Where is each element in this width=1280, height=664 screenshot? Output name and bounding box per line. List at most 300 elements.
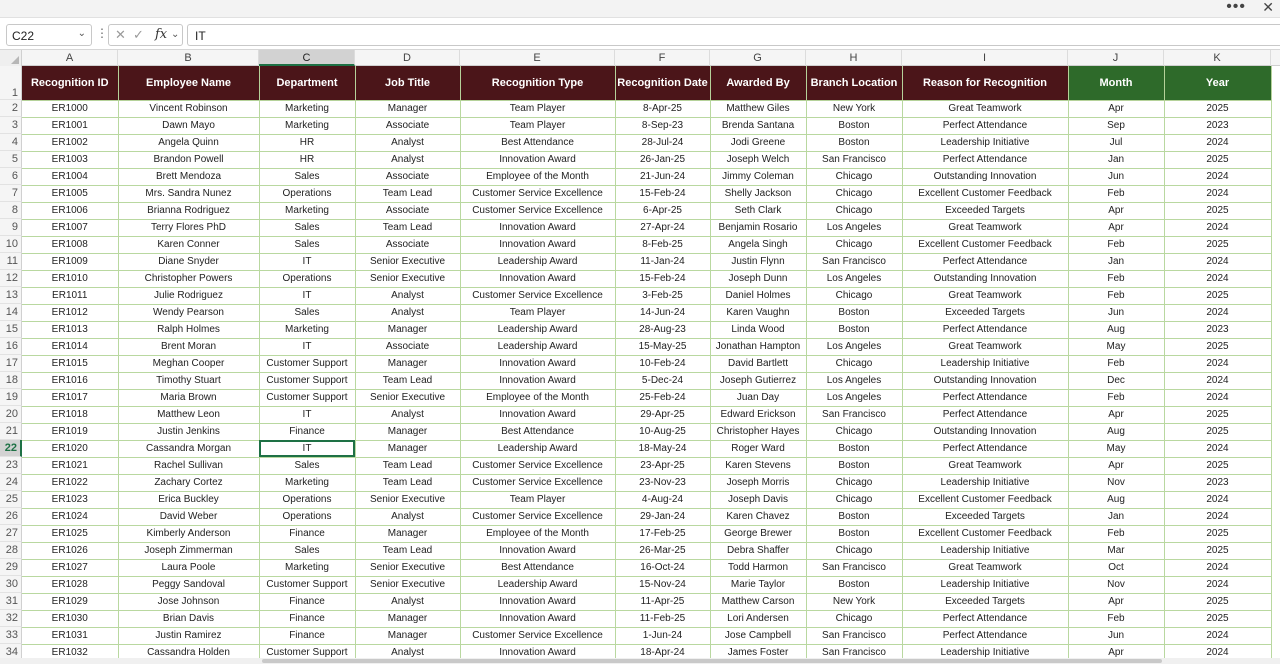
table-cell[interactable]: Manager bbox=[355, 627, 460, 644]
table-cell[interactable]: Senior Executive bbox=[355, 576, 460, 593]
table-cell[interactable]: Exceeded Targets bbox=[902, 202, 1068, 219]
column-header-k[interactable]: K bbox=[1164, 50, 1271, 66]
table-cell[interactable]: Apr bbox=[1068, 644, 1164, 661]
table-cell[interactable]: 2023 bbox=[1164, 474, 1271, 491]
table-cell[interactable]: Daniel Holmes bbox=[710, 287, 806, 304]
table-cell[interactable]: Brenda Santana bbox=[710, 117, 806, 134]
table-cell[interactable]: Team Player bbox=[460, 117, 615, 134]
table-cell[interactable]: Feb bbox=[1068, 610, 1164, 627]
table-cell[interactable]: Karen Stevens bbox=[710, 457, 806, 474]
table-cell[interactable]: Jimmy Coleman bbox=[710, 168, 806, 185]
table-cell[interactable]: Todd Harmon bbox=[710, 559, 806, 576]
table-cell[interactable]: Christopher Hayes bbox=[710, 423, 806, 440]
table-cell[interactable]: 1-Jun-24 bbox=[615, 627, 710, 644]
table-cell[interactable]: San Francisco bbox=[806, 253, 902, 270]
column-header-h[interactable]: H bbox=[806, 50, 902, 66]
table-cell[interactable]: 18-May-24 bbox=[615, 440, 710, 457]
table-cell[interactable]: Outstanding Innovation bbox=[902, 423, 1068, 440]
table-cell[interactable]: 3-Feb-25 bbox=[615, 287, 710, 304]
table-cell[interactable]: Boston bbox=[806, 576, 902, 593]
table-cell[interactable]: Innovation Award bbox=[460, 542, 615, 559]
table-cell[interactable]: Oct bbox=[1068, 559, 1164, 576]
table-cell[interactable]: Great Teamwork bbox=[902, 219, 1068, 236]
table-cell[interactable]: Manager bbox=[355, 321, 460, 338]
table-cell[interactable]: 2025 bbox=[1164, 525, 1271, 542]
table-cell[interactable]: Employee of the Month bbox=[460, 525, 615, 542]
table-cell[interactable]: Brent Moran bbox=[118, 338, 259, 355]
table-cell[interactable]: Boston bbox=[806, 440, 902, 457]
table-cell[interactable]: George Brewer bbox=[710, 525, 806, 542]
table-cell[interactable]: 2024 bbox=[1164, 219, 1271, 236]
table-cell[interactable]: Manager bbox=[355, 610, 460, 627]
row-header[interactable]: 34 bbox=[0, 644, 22, 661]
table-cell[interactable]: ER1019 bbox=[22, 423, 118, 440]
table-cell[interactable]: ER1027 bbox=[22, 559, 118, 576]
scrollbar-thumb[interactable] bbox=[262, 659, 1162, 663]
row-header[interactable]: 30 bbox=[0, 576, 22, 593]
table-cell[interactable]: Team Lead bbox=[355, 185, 460, 202]
table-cell[interactable]: 2024 bbox=[1164, 134, 1271, 151]
table-cell[interactable]: Finance bbox=[259, 423, 355, 440]
column-header-i[interactable]: I bbox=[902, 50, 1068, 66]
table-cell[interactable]: Zachary Cortez bbox=[118, 474, 259, 491]
header-cell[interactable]: Year bbox=[1164, 66, 1271, 100]
table-cell[interactable]: ER1008 bbox=[22, 236, 118, 253]
table-cell[interactable]: Perfect Attendance bbox=[902, 627, 1068, 644]
row-header[interactable]: 4 bbox=[0, 134, 22, 151]
table-cell[interactable]: Los Angeles bbox=[806, 372, 902, 389]
column-header-b[interactable]: B bbox=[118, 50, 259, 66]
table-cell[interactable]: Marketing bbox=[259, 559, 355, 576]
table-cell[interactable]: 2024 bbox=[1164, 270, 1271, 287]
table-cell[interactable]: ER1000 bbox=[22, 100, 118, 117]
row-header[interactable]: 25 bbox=[0, 491, 22, 508]
table-cell[interactable]: Analyst bbox=[355, 593, 460, 610]
table-cell[interactable]: Operations bbox=[259, 185, 355, 202]
table-cell[interactable]: Rachel Sullivan bbox=[118, 457, 259, 474]
table-cell[interactable]: New York bbox=[806, 593, 902, 610]
table-cell[interactable]: Customer Support bbox=[259, 644, 355, 661]
table-cell[interactable]: Team Lead bbox=[355, 542, 460, 559]
table-cell[interactable]: 2025 bbox=[1164, 287, 1271, 304]
table-cell[interactable]: 2024 bbox=[1164, 627, 1271, 644]
table-cell[interactable]: 28-Jul-24 bbox=[615, 134, 710, 151]
row-header[interactable]: 20 bbox=[0, 406, 22, 423]
table-cell[interactable]: ER1028 bbox=[22, 576, 118, 593]
table-cell[interactable]: ER1031 bbox=[22, 627, 118, 644]
table-cell[interactable]: IT bbox=[259, 440, 355, 457]
table-cell[interactable]: Team Lead bbox=[355, 457, 460, 474]
table-cell[interactable]: Leadership Award bbox=[460, 338, 615, 355]
table-cell[interactable]: Feb bbox=[1068, 287, 1164, 304]
table-cell[interactable]: Outstanding Innovation bbox=[902, 270, 1068, 287]
row-header[interactable]: 14 bbox=[0, 304, 22, 321]
table-cell[interactable]: HR bbox=[259, 151, 355, 168]
table-cell[interactable]: Joseph Morris bbox=[710, 474, 806, 491]
header-cell[interactable]: Recognition Date bbox=[615, 66, 710, 100]
table-cell[interactable]: 8-Feb-25 bbox=[615, 236, 710, 253]
row-header[interactable]: 10 bbox=[0, 236, 22, 253]
table-cell[interactable]: Boston bbox=[806, 134, 902, 151]
table-cell[interactable]: Senior Executive bbox=[355, 270, 460, 287]
table-cell[interactable]: David Weber bbox=[118, 508, 259, 525]
row-header[interactable]: 8 bbox=[0, 202, 22, 219]
table-cell[interactable]: HR bbox=[259, 134, 355, 151]
row-header[interactable]: 33 bbox=[0, 627, 22, 644]
table-cell[interactable]: Excellent Customer Feedback bbox=[902, 185, 1068, 202]
table-cell[interactable]: Jun bbox=[1068, 304, 1164, 321]
table-cell[interactable]: Best Attendance bbox=[460, 423, 615, 440]
header-cell[interactable]: Reason for Recognition bbox=[902, 66, 1068, 100]
table-cell[interactable]: 11-Apr-25 bbox=[615, 593, 710, 610]
table-cell[interactable]: Innovation Award bbox=[460, 406, 615, 423]
table-cell[interactable]: 29-Apr-25 bbox=[615, 406, 710, 423]
table-cell[interactable]: Analyst bbox=[355, 134, 460, 151]
table-cell[interactable]: 15-Feb-24 bbox=[615, 270, 710, 287]
table-cell[interactable]: 2025 bbox=[1164, 100, 1271, 117]
table-cell[interactable]: Boston bbox=[806, 321, 902, 338]
table-cell[interactable]: Karen Vaughn bbox=[710, 304, 806, 321]
table-cell[interactable]: Manager bbox=[355, 423, 460, 440]
row-header[interactable]: 13 bbox=[0, 287, 22, 304]
table-cell[interactable]: Innovation Award bbox=[460, 644, 615, 661]
table-cell[interactable]: Manager bbox=[355, 525, 460, 542]
table-cell[interactable]: Maria Brown bbox=[118, 389, 259, 406]
table-cell[interactable]: David Bartlett bbox=[710, 355, 806, 372]
table-cell[interactable]: 11-Jan-24 bbox=[615, 253, 710, 270]
table-cell[interactable]: Associate bbox=[355, 117, 460, 134]
header-cell[interactable]: Job Title bbox=[355, 66, 460, 100]
table-cell[interactable]: Leadership Initiative bbox=[902, 644, 1068, 661]
row-header[interactable]: 19 bbox=[0, 389, 22, 406]
row-header[interactable]: 22 bbox=[0, 440, 22, 457]
table-cell[interactable]: Los Angeles bbox=[806, 338, 902, 355]
table-cell[interactable]: Analyst bbox=[355, 644, 460, 661]
table-cell[interactable]: Matthew Carson bbox=[710, 593, 806, 610]
table-cell[interactable]: Boston bbox=[806, 304, 902, 321]
table-cell[interactable]: 2024 bbox=[1164, 559, 1271, 576]
vertical-dots-icon[interactable]: ⋮ bbox=[96, 26, 108, 40]
table-cell[interactable]: ER1007 bbox=[22, 219, 118, 236]
header-cell[interactable]: Branch Location bbox=[806, 66, 902, 100]
table-cell[interactable]: May bbox=[1068, 338, 1164, 355]
table-cell[interactable]: Shelly Jackson bbox=[710, 185, 806, 202]
table-cell[interactable]: Customer Service Excellence bbox=[460, 508, 615, 525]
table-cell[interactable]: 2025 bbox=[1164, 423, 1271, 440]
table-cell[interactable]: Apr bbox=[1068, 593, 1164, 610]
table-cell[interactable]: IT bbox=[259, 338, 355, 355]
table-cell[interactable]: Aug bbox=[1068, 321, 1164, 338]
table-cell[interactable]: ER1017 bbox=[22, 389, 118, 406]
table-cell[interactable]: Los Angeles bbox=[806, 270, 902, 287]
table-cell[interactable]: Customer Service Excellence bbox=[460, 185, 615, 202]
table-cell[interactable]: Timothy Stuart bbox=[118, 372, 259, 389]
table-cell[interactable]: Nov bbox=[1068, 576, 1164, 593]
table-cell[interactable]: 11-Feb-25 bbox=[615, 610, 710, 627]
table-cell[interactable]: Jul bbox=[1068, 134, 1164, 151]
table-cell[interactable]: Linda Wood bbox=[710, 321, 806, 338]
table-cell[interactable]: Apr bbox=[1068, 219, 1164, 236]
table-cell[interactable]: Edward Erickson bbox=[710, 406, 806, 423]
horizontal-scrollbar[interactable] bbox=[0, 658, 1280, 664]
table-cell[interactable]: 15-Feb-24 bbox=[615, 185, 710, 202]
chevron-down-icon[interactable]: ⌄ bbox=[77, 28, 86, 39]
table-cell[interactable]: Brett Mendoza bbox=[118, 168, 259, 185]
table-cell[interactable]: Chicago bbox=[806, 168, 902, 185]
table-cell[interactable]: Leadership Award bbox=[460, 321, 615, 338]
table-cell[interactable]: Feb bbox=[1068, 389, 1164, 406]
table-cell[interactable]: Outstanding Innovation bbox=[902, 372, 1068, 389]
table-cell[interactable]: Feb bbox=[1068, 236, 1164, 253]
table-cell[interactable]: Feb bbox=[1068, 185, 1164, 202]
table-cell[interactable]: Debra Shaffer bbox=[710, 542, 806, 559]
column-header-d[interactable]: D bbox=[355, 50, 460, 66]
table-cell[interactable]: Innovation Award bbox=[460, 151, 615, 168]
table-cell[interactable]: Perfect Attendance bbox=[902, 151, 1068, 168]
table-cell[interactable]: Team Player bbox=[460, 491, 615, 508]
table-cell[interactable]: ER1006 bbox=[22, 202, 118, 219]
check-icon[interactable]: ✓ bbox=[133, 27, 144, 42]
table-cell[interactable]: 23-Apr-25 bbox=[615, 457, 710, 474]
table-cell[interactable]: ER1026 bbox=[22, 542, 118, 559]
table-cell[interactable]: ER1012 bbox=[22, 304, 118, 321]
table-cell[interactable]: 21-Jun-24 bbox=[615, 168, 710, 185]
table-cell[interactable]: San Francisco bbox=[806, 151, 902, 168]
table-cell[interactable]: Chicago bbox=[806, 355, 902, 372]
header-cell[interactable]: Month bbox=[1068, 66, 1164, 100]
table-cell[interactable]: Marketing bbox=[259, 474, 355, 491]
table-cell[interactable]: 2024 bbox=[1164, 576, 1271, 593]
table-cell[interactable]: Sep bbox=[1068, 117, 1164, 134]
table-cell[interactable]: Best Attendance bbox=[460, 559, 615, 576]
table-cell[interactable]: 4-Aug-24 bbox=[615, 491, 710, 508]
row-header[interactable]: 31 bbox=[0, 593, 22, 610]
table-cell[interactable]: Excellent Customer Feedback bbox=[902, 525, 1068, 542]
table-cell[interactable]: 2024 bbox=[1164, 508, 1271, 525]
table-cell[interactable]: Analyst bbox=[355, 406, 460, 423]
table-cell[interactable]: Chicago bbox=[806, 542, 902, 559]
table-cell[interactable]: Customer Support bbox=[259, 389, 355, 406]
table-cell[interactable]: Associate bbox=[355, 236, 460, 253]
table-cell[interactable]: Apr bbox=[1068, 202, 1164, 219]
table-cell[interactable]: Innovation Award bbox=[460, 372, 615, 389]
table-cell[interactable]: Customer Support bbox=[259, 372, 355, 389]
table-cell[interactable]: Marketing bbox=[259, 321, 355, 338]
table-cell[interactable]: Los Angeles bbox=[806, 219, 902, 236]
table-cell[interactable]: 2025 bbox=[1164, 593, 1271, 610]
fx-icon[interactable]: fx bbox=[155, 27, 168, 42]
table-cell[interactable]: Marketing bbox=[259, 202, 355, 219]
table-cell[interactable]: Brian Davis bbox=[118, 610, 259, 627]
more-options-icon[interactable]: ••• bbox=[1226, 0, 1246, 15]
table-cell[interactable]: Operations bbox=[259, 270, 355, 287]
table-cell[interactable]: Analyst bbox=[355, 304, 460, 321]
row-header[interactable]: 26 bbox=[0, 508, 22, 525]
table-cell[interactable]: San Francisco bbox=[806, 627, 902, 644]
row-header[interactable]: 2 bbox=[0, 100, 22, 117]
table-cell[interactable]: ER1023 bbox=[22, 491, 118, 508]
table-cell[interactable]: Marketing bbox=[259, 100, 355, 117]
column-header-e[interactable]: E bbox=[460, 50, 615, 66]
table-cell[interactable]: ER1001 bbox=[22, 117, 118, 134]
table-cell[interactable]: ER1011 bbox=[22, 287, 118, 304]
table-cell[interactable]: IT bbox=[259, 287, 355, 304]
table-cell[interactable]: Boston bbox=[806, 508, 902, 525]
table-cell[interactable]: Team Lead bbox=[355, 372, 460, 389]
table-cell[interactable]: Leadership Initiative bbox=[902, 355, 1068, 372]
table-cell[interactable]: San Francisco bbox=[806, 644, 902, 661]
table-cell[interactable]: 2025 bbox=[1164, 338, 1271, 355]
table-cell[interactable]: Excellent Customer Feedback bbox=[902, 236, 1068, 253]
table-cell[interactable]: Senior Executive bbox=[355, 491, 460, 508]
table-cell[interactable]: Leadership Initiative bbox=[902, 576, 1068, 593]
table-cell[interactable]: Jodi Greene bbox=[710, 134, 806, 151]
table-cell[interactable]: 2024 bbox=[1164, 355, 1271, 372]
table-cell[interactable]: Senior Executive bbox=[355, 389, 460, 406]
table-cell[interactable]: Associate bbox=[355, 338, 460, 355]
table-cell[interactable]: Aug bbox=[1068, 491, 1164, 508]
table-cell[interactable]: ER1003 bbox=[22, 151, 118, 168]
table-cell[interactable]: ER1010 bbox=[22, 270, 118, 287]
table-cell[interactable]: Finance bbox=[259, 610, 355, 627]
table-cell[interactable]: IT bbox=[259, 406, 355, 423]
table-cell[interactable]: 2025 bbox=[1164, 542, 1271, 559]
table-cell[interactable]: Great Teamwork bbox=[902, 559, 1068, 576]
table-cell[interactable]: Roger Ward bbox=[710, 440, 806, 457]
table-cell[interactable]: 18-Apr-24 bbox=[615, 644, 710, 661]
table-cell[interactable]: ER1009 bbox=[22, 253, 118, 270]
row-header[interactable]: 18 bbox=[0, 372, 22, 389]
row-header[interactable]: 17 bbox=[0, 355, 22, 372]
table-cell[interactable]: Chicago bbox=[806, 287, 902, 304]
table-cell[interactable]: ER1015 bbox=[22, 355, 118, 372]
column-header-f[interactable]: F bbox=[615, 50, 710, 66]
table-cell[interactable]: Angela Quinn bbox=[118, 134, 259, 151]
table-cell[interactable]: May bbox=[1068, 440, 1164, 457]
table-cell[interactable]: ER1004 bbox=[22, 168, 118, 185]
table-cell[interactable]: Team Player bbox=[460, 100, 615, 117]
table-cell[interactable]: Manager bbox=[355, 100, 460, 117]
table-cell[interactable]: Excellent Customer Feedback bbox=[902, 491, 1068, 508]
table-cell[interactable]: 8-Apr-25 bbox=[615, 100, 710, 117]
table-cell[interactable]: Sales bbox=[259, 236, 355, 253]
column-header-g[interactable]: G bbox=[710, 50, 806, 66]
table-cell[interactable]: Boston bbox=[806, 525, 902, 542]
table-cell[interactable]: Great Teamwork bbox=[902, 287, 1068, 304]
table-cell[interactable]: Karen Conner bbox=[118, 236, 259, 253]
table-cell[interactable]: Sales bbox=[259, 304, 355, 321]
table-cell[interactable]: Perfect Attendance bbox=[902, 321, 1068, 338]
table-cell[interactable]: Jonathan Hampton bbox=[710, 338, 806, 355]
table-cell[interactable]: ER1024 bbox=[22, 508, 118, 525]
row-header[interactable]: 21 bbox=[0, 423, 22, 440]
table-cell[interactable]: Chicago bbox=[806, 610, 902, 627]
table-cell[interactable]: Perfect Attendance bbox=[902, 406, 1068, 423]
table-cell[interactable]: Justin Flynn bbox=[710, 253, 806, 270]
table-cell[interactable]: Matthew Giles bbox=[710, 100, 806, 117]
table-cell[interactable]: Exceeded Targets bbox=[902, 593, 1068, 610]
table-cell[interactable]: Leadership Initiative bbox=[902, 134, 1068, 151]
table-cell[interactable]: Analyst bbox=[355, 287, 460, 304]
table-cell[interactable]: Peggy Sandoval bbox=[118, 576, 259, 593]
table-cell[interactable]: 2023 bbox=[1164, 321, 1271, 338]
table-cell[interactable]: 2024 bbox=[1164, 491, 1271, 508]
header-cell[interactable]: Recognition ID bbox=[22, 66, 118, 100]
header-cell[interactable]: Employee Name bbox=[118, 66, 259, 100]
table-cell[interactable]: Apr bbox=[1068, 406, 1164, 423]
table-cell[interactable]: ER1016 bbox=[22, 372, 118, 389]
table-cell[interactable]: Outstanding Innovation bbox=[902, 168, 1068, 185]
table-cell[interactable]: 2024 bbox=[1164, 253, 1271, 270]
table-cell[interactable]: Perfect Attendance bbox=[902, 610, 1068, 627]
table-cell[interactable]: 2024 bbox=[1164, 168, 1271, 185]
table-cell[interactable]: 15-May-25 bbox=[615, 338, 710, 355]
table-cell[interactable]: Dec bbox=[1068, 372, 1164, 389]
table-cell[interactable]: ER1029 bbox=[22, 593, 118, 610]
name-box[interactable] bbox=[6, 24, 92, 46]
table-cell[interactable]: Feb bbox=[1068, 270, 1164, 287]
table-cell[interactable]: Joseph Dunn bbox=[710, 270, 806, 287]
table-cell[interactable]: Customer Service Excellence bbox=[460, 202, 615, 219]
table-cell[interactable]: 2025 bbox=[1164, 406, 1271, 423]
table-cell[interactable]: Justin Jenkins bbox=[118, 423, 259, 440]
column-header-c[interactable]: C bbox=[259, 50, 355, 66]
table-cell[interactable]: 2025 bbox=[1164, 610, 1271, 627]
table-cell[interactable]: Perfect Attendance bbox=[902, 253, 1068, 270]
table-cell[interactable]: Dawn Mayo bbox=[118, 117, 259, 134]
table-cell[interactable]: Leadership Award bbox=[460, 440, 615, 457]
table-cell[interactable]: Customer Service Excellence bbox=[460, 474, 615, 491]
row-header[interactable]: 9 bbox=[0, 219, 22, 236]
table-cell[interactable]: Vincent Robinson bbox=[118, 100, 259, 117]
table-cell[interactable]: Feb bbox=[1068, 355, 1164, 372]
row-header[interactable]: 12 bbox=[0, 270, 22, 287]
table-cell[interactable]: 16-Oct-24 bbox=[615, 559, 710, 576]
header-cell[interactable]: Recognition Type bbox=[460, 66, 615, 100]
table-cell[interactable]: Seth Clark bbox=[710, 202, 806, 219]
row-header[interactable]: 16 bbox=[0, 338, 22, 355]
table-cell[interactable]: Laura Poole bbox=[118, 559, 259, 576]
table-cell[interactable]: Juan Day bbox=[710, 389, 806, 406]
table-cell[interactable]: Chicago bbox=[806, 236, 902, 253]
table-cell[interactable]: Los Angeles bbox=[806, 389, 902, 406]
table-cell[interactable]: Innovation Award bbox=[460, 610, 615, 627]
table-cell[interactable]: Innovation Award bbox=[460, 236, 615, 253]
table-cell[interactable]: Chicago bbox=[806, 491, 902, 508]
table-cell[interactable]: Customer Service Excellence bbox=[460, 287, 615, 304]
table-cell[interactable]: Terry Flores PhD bbox=[118, 219, 259, 236]
header-cell[interactable]: Department bbox=[259, 66, 355, 100]
close-icon[interactable]: ✕ bbox=[1262, 0, 1274, 15]
table-cell[interactable]: Boston bbox=[806, 117, 902, 134]
table-cell[interactable]: 17-Feb-25 bbox=[615, 525, 710, 542]
table-cell[interactable]: Finance bbox=[259, 627, 355, 644]
row-header[interactable]: 15 bbox=[0, 321, 22, 338]
row-header[interactable]: 11 bbox=[0, 253, 22, 270]
table-cell[interactable]: Senior Executive bbox=[355, 253, 460, 270]
table-cell[interactable]: Justin Ramirez bbox=[118, 627, 259, 644]
table-cell[interactable]: ER1018 bbox=[22, 406, 118, 423]
table-cell[interactable]: ER1025 bbox=[22, 525, 118, 542]
table-cell[interactable]: Christopher Powers bbox=[118, 270, 259, 287]
table-cell[interactable]: Jan bbox=[1068, 508, 1164, 525]
table-cell[interactable]: Manager bbox=[355, 440, 460, 457]
table-cell[interactable]: Customer Service Excellence bbox=[460, 457, 615, 474]
table-cell[interactable]: 10-Aug-25 bbox=[615, 423, 710, 440]
table-cell[interactable]: Meghan Cooper bbox=[118, 355, 259, 372]
table-cell[interactable]: Leadership Initiative bbox=[902, 542, 1068, 559]
table-cell[interactable]: 2024 bbox=[1164, 372, 1271, 389]
